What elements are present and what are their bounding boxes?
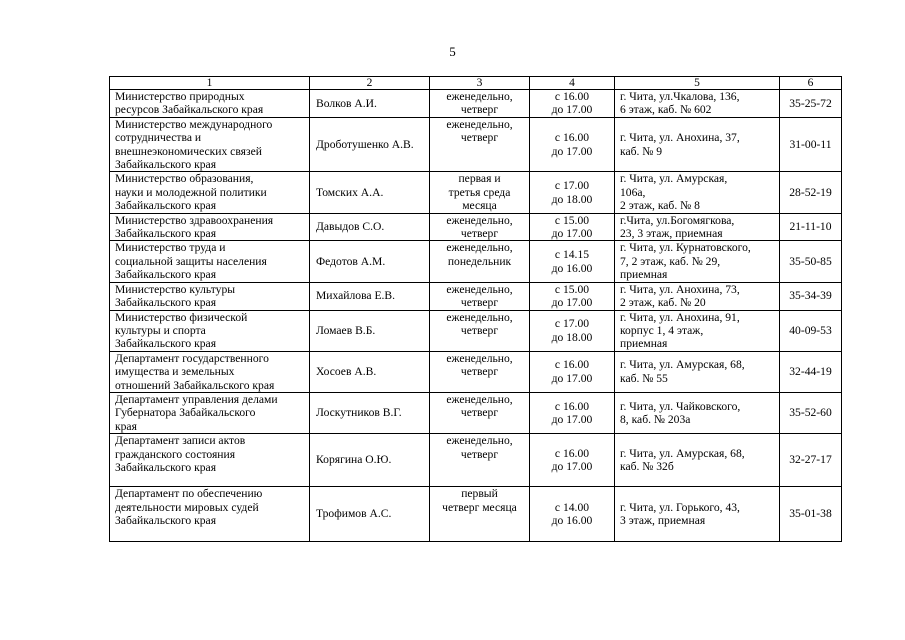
cell-line: четверг	[460, 227, 499, 241]
cell-line: Департамент записи актов	[115, 434, 246, 448]
address-cell	[615, 392, 780, 433]
cell-line: до 16.00	[551, 514, 593, 528]
cell-line: деятельности мировых судей	[115, 500, 259, 514]
address-cell	[615, 434, 780, 487]
cell-line: с 16.00	[554, 446, 590, 460]
frequency-cell	[430, 117, 530, 172]
cell-line: Департамент по обеспечению	[115, 487, 263, 501]
address-cell	[615, 241, 780, 282]
address-cell	[615, 351, 780, 392]
cell-line: культуры и спорта	[115, 323, 206, 337]
cell-line: 2 этаж, каб. № 20	[620, 296, 706, 310]
cell-line: с 14.15	[554, 248, 590, 262]
time-cell	[530, 213, 615, 241]
cell-line: еженедельно,	[446, 213, 513, 227]
cell-line: внешнеэкономических связей	[115, 144, 262, 158]
cell-line: до 17.00	[551, 413, 593, 427]
cell-line: месяца	[462, 199, 497, 213]
frequency-cell	[430, 90, 530, 118]
time-cell	[530, 392, 615, 433]
cell-line: с 16.00	[554, 131, 590, 145]
frequency-cell	[430, 487, 530, 542]
cell-line: Забайкальского края	[115, 199, 217, 213]
cell-line: до 18.00	[551, 330, 593, 344]
cell-line: каб. № 32б	[620, 460, 674, 474]
address-cell	[615, 117, 780, 172]
organization-cell	[110, 487, 310, 542]
column-header: 5	[615, 77, 780, 90]
phone-cell: 35-50-85	[780, 241, 842, 282]
time-cell	[530, 241, 615, 282]
address-cell	[615, 282, 780, 310]
cell-line: 7, 2 этаж, каб. № 29,	[620, 254, 721, 268]
cell-line: г. Чита, ул. Чайковского,	[620, 399, 741, 413]
frequency-cell	[430, 310, 530, 351]
cell-line: г. Чита, ул. Амурская,	[620, 172, 728, 186]
cell-line: до 17.00	[551, 460, 593, 474]
cell-line: каб. № 9	[620, 144, 663, 158]
cell-line: 106а,	[620, 185, 646, 199]
table-row	[110, 310, 842, 351]
cell-line: г. Чита, ул. Анохина, 37,	[620, 131, 740, 145]
cell-line: четверг	[460, 103, 499, 117]
cell-line: четверг	[460, 323, 499, 337]
cell-line: г. Чита, ул. Амурская, 68,	[620, 358, 745, 372]
cell-line: до 17.00	[551, 227, 593, 241]
table-row	[110, 434, 842, 487]
table-row	[110, 351, 842, 392]
cell-line: г. Чита, ул. Анохина, 91,	[620, 310, 740, 324]
time-cell	[530, 172, 615, 213]
cell-line: Министерство природных	[115, 90, 245, 103]
cell-line: сотрудничества и	[115, 131, 202, 145]
cell-line: имущества и земельных	[115, 365, 235, 379]
cell-line: Министерство физической	[115, 310, 248, 324]
cell-line: четверг	[460, 365, 499, 379]
column-header: 6	[780, 77, 842, 90]
table-row	[110, 172, 842, 213]
cell-line: Забайкальского края	[115, 513, 217, 527]
cell-line: до 17.00	[551, 296, 593, 310]
cell-line: Министерство культуры	[115, 282, 236, 296]
cell-line: четверг	[460, 296, 499, 310]
cell-line: с 14.00	[554, 500, 590, 514]
cell-line: с 16.00	[554, 358, 590, 372]
address-cell	[615, 90, 780, 118]
organization-cell	[110, 351, 310, 392]
cell-line: Министерство труда и	[115, 241, 226, 255]
cell-line: с 16.00	[554, 399, 590, 413]
official-name-cell: Михайлова Е.В.	[310, 282, 430, 310]
time-cell	[530, 282, 615, 310]
phone-cell: 21-11-10	[780, 213, 842, 241]
time-cell	[530, 90, 615, 118]
cell-line: Забайкальского края	[115, 296, 217, 310]
frequency-cell	[430, 392, 530, 433]
phone-cell: 35-01-38	[780, 487, 842, 542]
cell-line: еженедельно,	[446, 434, 513, 448]
phone-cell: 32-44-19	[780, 351, 842, 392]
phone-cell: 31-00-11	[780, 117, 842, 172]
cell-line: четверг месяца	[442, 500, 517, 514]
official-name-cell: Ломаев В.Б.	[310, 310, 430, 351]
cell-line: еженедельно,	[446, 351, 513, 365]
address-cell	[615, 487, 780, 542]
cell-line: г. Чита, ул. Амурская, 68,	[620, 446, 745, 460]
organization-cell	[110, 282, 310, 310]
page-number: 5	[449, 44, 456, 59]
cell-line: еженедельно,	[446, 392, 513, 406]
organization-cell	[110, 310, 310, 351]
phone-cell: 35-34-39	[780, 282, 842, 310]
cell-line: Департамент управления делами	[115, 392, 278, 406]
phone-cell: 35-25-72	[780, 90, 842, 118]
phone-cell: 35-52-60	[780, 392, 842, 433]
cell-line: 2 этаж, каб. № 8	[620, 199, 700, 213]
cell-line: четверг	[460, 131, 499, 145]
cell-line: Министерство здравоохранения	[115, 213, 274, 227]
cell-line: с 17.00	[554, 179, 590, 193]
cell-line: еженедельно,	[446, 241, 513, 255]
organization-cell	[110, 213, 310, 241]
cell-line: Забайкальского края	[115, 268, 217, 282]
organization-cell	[110, 90, 310, 118]
cell-line: Забайкальского края	[115, 158, 217, 172]
organization-cell	[110, 434, 310, 487]
cell-line: приемная	[620, 337, 668, 351]
column-header: 3	[430, 77, 530, 90]
cell-line: г. Чита, ул. Курнатовского,	[620, 241, 751, 255]
table-row	[110, 487, 842, 542]
cell-line: Забайкальского края	[115, 227, 217, 241]
cell-line: еженедельно,	[446, 90, 513, 103]
table-row	[110, 392, 842, 433]
cell-line: до 17.00	[551, 144, 593, 158]
cell-line: еженедельно,	[446, 117, 513, 131]
cell-line: отношений Забайкальского края	[115, 378, 275, 392]
phone-cell: 40-09-53	[780, 310, 842, 351]
cell-line: 8, каб. № 203а	[620, 413, 691, 427]
table-row	[110, 282, 842, 310]
time-cell	[530, 434, 615, 487]
cell-line: первый	[461, 487, 498, 501]
organization-cell	[110, 172, 310, 213]
time-cell	[530, 117, 615, 172]
address-cell	[615, 213, 780, 241]
cell-line: четверг	[460, 447, 499, 461]
cell-line: с 16.00	[554, 90, 590, 103]
cell-line: Министерство образования,	[115, 172, 254, 186]
official-name-cell: Дроботушенко А.В.	[310, 117, 430, 172]
frequency-cell	[430, 172, 530, 213]
reception-schedule-table	[109, 76, 842, 542]
column-header: 2	[310, 77, 430, 90]
address-cell	[615, 172, 780, 213]
organization-cell	[110, 241, 310, 282]
frequency-cell	[430, 213, 530, 241]
column-header: 4	[530, 77, 615, 90]
table-row	[110, 213, 842, 241]
official-name-cell: Лоскутников В.Г.	[310, 392, 430, 433]
cell-line: Министерство международного	[115, 117, 273, 131]
cell-line: 23, 3 этаж, приемная	[620, 227, 723, 241]
cell-line: гражданского состояния	[115, 447, 236, 461]
frequency-cell	[430, 241, 530, 282]
table-row	[110, 90, 842, 118]
table-body	[110, 77, 842, 542]
official-name-cell: Трофимов А.С.	[310, 487, 430, 542]
cell-line: первая и	[458, 172, 501, 186]
cell-line: г. Чита, ул. Горького, 43,	[620, 500, 740, 514]
table-row	[110, 117, 842, 172]
phone-cell: 32-27-17	[780, 434, 842, 487]
cell-line: до 17.00	[551, 371, 593, 385]
cell-line: Губернатора Забайкальского	[115, 406, 256, 420]
official-name-cell: Федотов А.М.	[310, 241, 430, 282]
phone-cell: 28-52-19	[780, 172, 842, 213]
frequency-cell	[430, 282, 530, 310]
cell-line: с 15.00	[554, 282, 590, 296]
cell-line: Департамент государственного	[115, 351, 269, 365]
cell-line: третья среда	[448, 185, 511, 199]
official-name-cell: Томских А.А.	[310, 172, 430, 213]
cell-line: до 16.00	[551, 261, 593, 275]
official-name-cell: Корягина О.Ю.	[310, 434, 430, 487]
organization-cell	[110, 392, 310, 433]
time-cell	[530, 487, 615, 542]
table-row	[110, 241, 842, 282]
cell-line: края	[115, 419, 137, 433]
cell-line: корпус 1, 4 этаж,	[620, 323, 704, 337]
cell-line: еженедельно,	[446, 310, 513, 324]
cell-line: до 17.00	[551, 103, 593, 117]
cell-line: с 15.00	[554, 213, 590, 227]
cell-line: г.Чита, ул.Богомягкова,	[620, 213, 735, 227]
official-name-cell: Давыдов С.О.	[310, 213, 430, 241]
cell-line: г. Чита, ул.Чкалова, 136,	[620, 90, 740, 103]
time-cell	[530, 351, 615, 392]
column-header: 1	[110, 77, 310, 90]
time-cell	[530, 310, 615, 351]
cell-line: понедельник	[447, 254, 512, 268]
cell-line: Забайкальского края	[115, 460, 217, 474]
address-cell	[615, 310, 780, 351]
frequency-cell	[430, 434, 530, 487]
official-name-cell: Волков А.И.	[310, 90, 430, 118]
cell-line: 3 этаж, приемная	[620, 514, 706, 528]
cell-line: каб. № 55	[620, 371, 668, 385]
table-header-row	[110, 77, 842, 90]
official-name-cell: Хосоев А.В.	[310, 351, 430, 392]
cell-line: четверг	[460, 406, 499, 420]
organization-cell	[110, 117, 310, 172]
cell-line: Забайкальского края	[115, 337, 217, 351]
cell-line: социальной защиты населения	[115, 254, 267, 268]
cell-line: ресурсов Забайкальского края	[115, 103, 264, 117]
cell-line: г. Чита, ул. Анохина, 73,	[620, 282, 740, 296]
cell-line: науки и молодежной политики	[115, 185, 267, 199]
cell-line: с 17.00	[554, 317, 590, 331]
frequency-cell	[430, 351, 530, 392]
cell-line: до 18.00	[551, 192, 593, 206]
cell-line: еженедельно,	[446, 282, 513, 296]
cell-line: 6 этаж, каб. № 602	[620, 103, 712, 117]
cell-line: приемная	[620, 268, 668, 282]
